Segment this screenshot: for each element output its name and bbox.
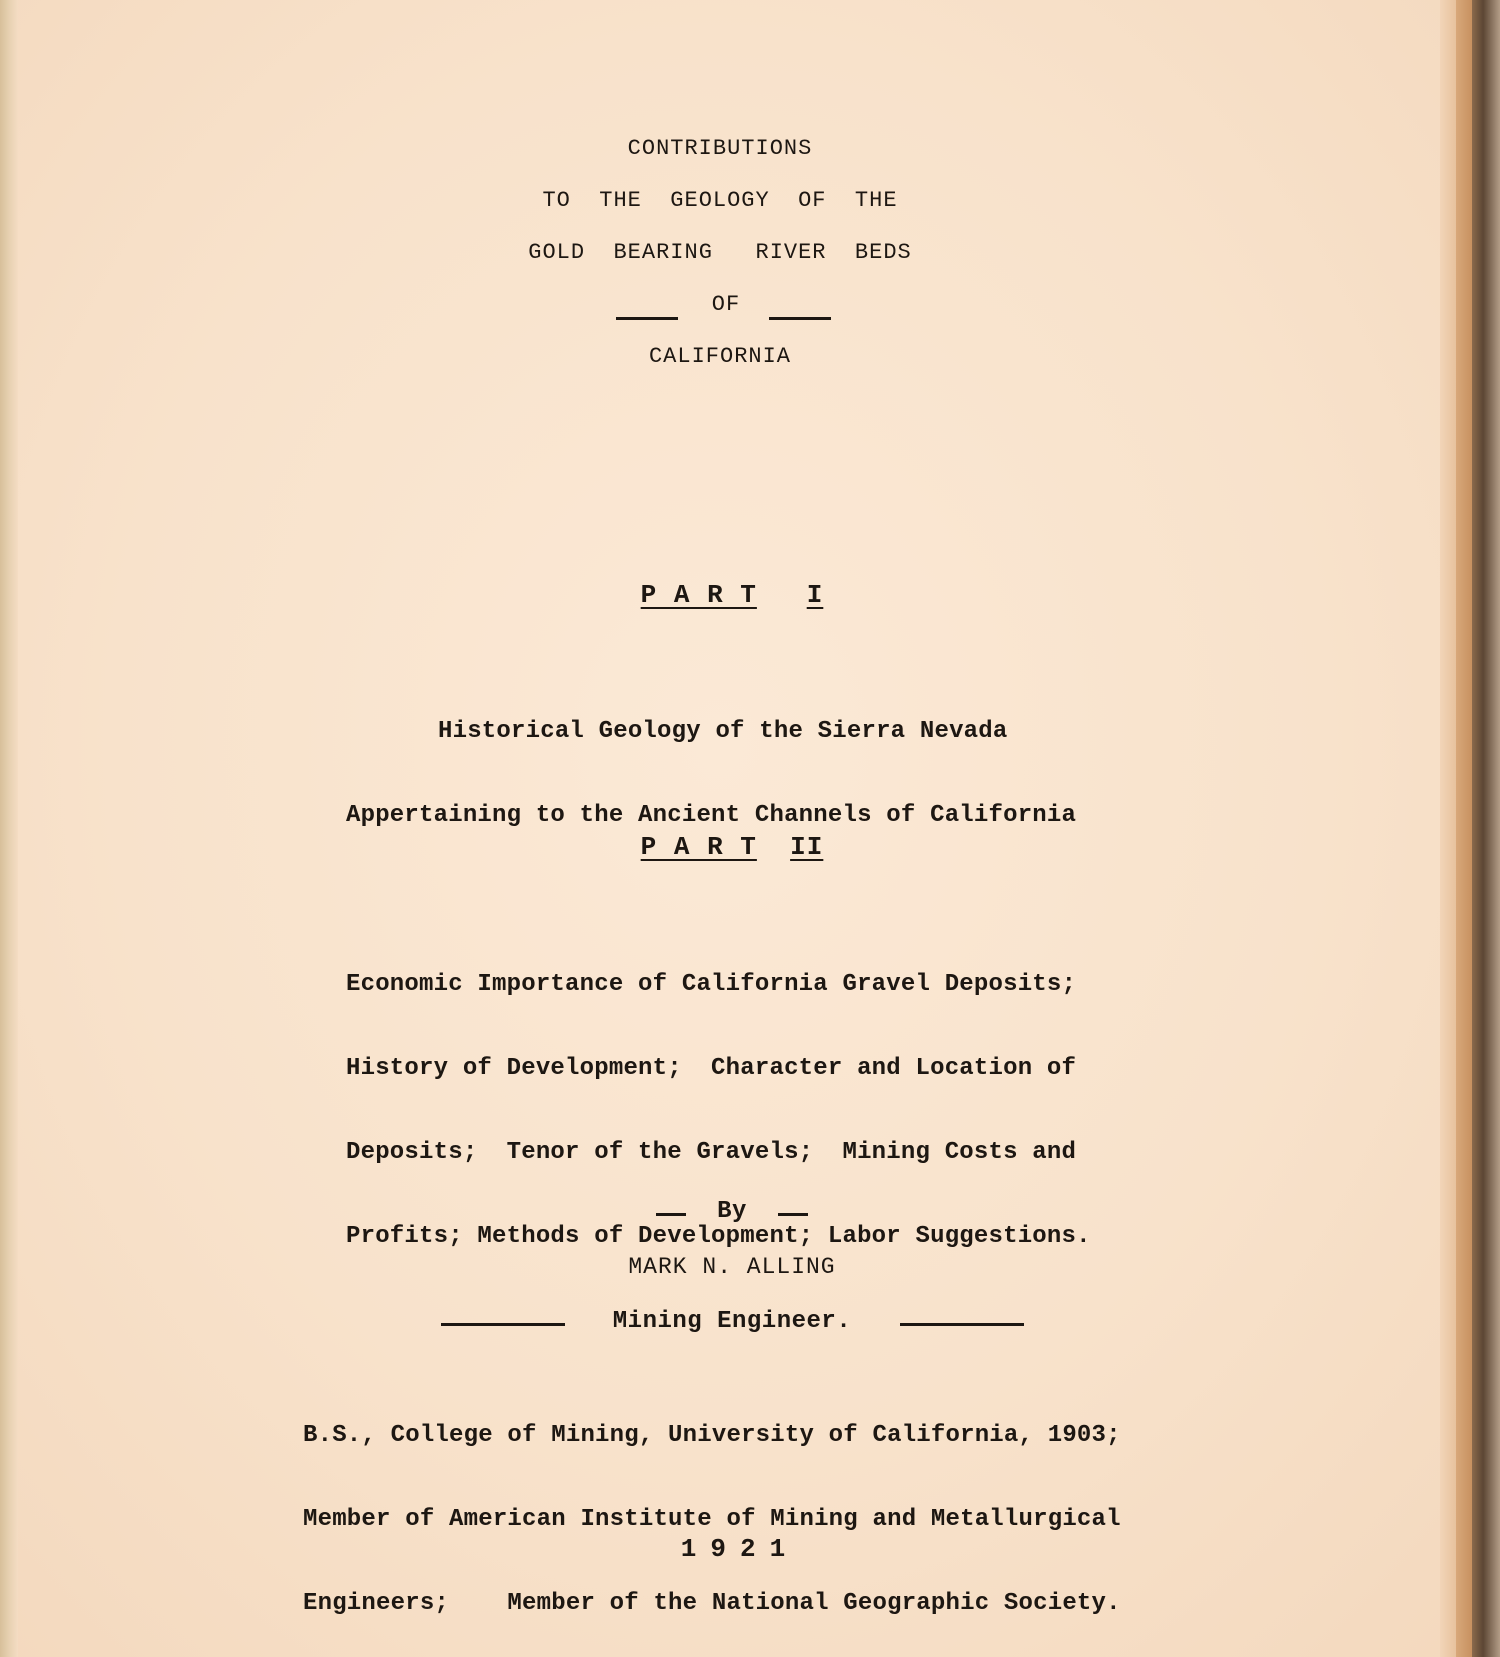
part-2-label: P A R T: [640, 832, 757, 862]
title-line-4: OF: [711, 292, 741, 317]
part-2-description: [346, 915, 1091, 1307]
by-label: By: [717, 1198, 747, 1225]
part-2-line: Deposits; Tenor of the Gravels; Mining Costs and: [346, 1139, 1077, 1166]
title-line-3: GOLD BEARING RIVER BEDS: [528, 240, 912, 265]
credential-line: Engineers; Member of the National Geographic Society.: [303, 1590, 1121, 1617]
title-line-2: TO THE GEOLOGY OF THE: [542, 188, 898, 213]
title-line-5: CALIFORNIA: [648, 344, 792, 369]
part-2-heading: [12, 832, 1452, 862]
part-2-numeral: II: [790, 832, 824, 862]
author-name: MARK N. ALLING: [628, 1254, 836, 1280]
part-1-numeral: I: [806, 580, 824, 610]
part-1-heading: [12, 580, 1452, 610]
title-dash-right: [769, 317, 831, 320]
credential-line: B.S., College of Mining, University of California, 1903;: [303, 1422, 1121, 1449]
profession-dash-right: [900, 1323, 1024, 1326]
author-credentials: [303, 1366, 1121, 1657]
part-1-label: P A R T: [640, 580, 757, 610]
part-1-line: Appertaining to the Ancient Channels of California: [346, 802, 1077, 829]
part-1-line: Historical Geology of the Sierra Nevada: [438, 718, 1008, 745]
page-stack-edge: [1456, 0, 1472, 1657]
title-line-1: CONTRIBUTIONS: [627, 136, 813, 161]
part-2-line: Economic Importance of California Gravel Deposits;: [346, 971, 1077, 998]
title-dash-left: [616, 317, 678, 320]
author-profession: Mining Engineer.: [612, 1308, 852, 1335]
publication-year: 1921: [680, 1534, 800, 1564]
book-cover-edge: [1472, 0, 1500, 1657]
part-2-line: History of Development; Character and Location of: [346, 1055, 1077, 1082]
by-dash-right: [778, 1213, 808, 1216]
page-edge-right: [1440, 0, 1456, 1657]
credential-line: Member of American Institute of Mining and Metallurgical: [303, 1506, 1121, 1533]
part-2-line: Profits; Methods of Development; Labor Suggestions.: [346, 1223, 1091, 1250]
